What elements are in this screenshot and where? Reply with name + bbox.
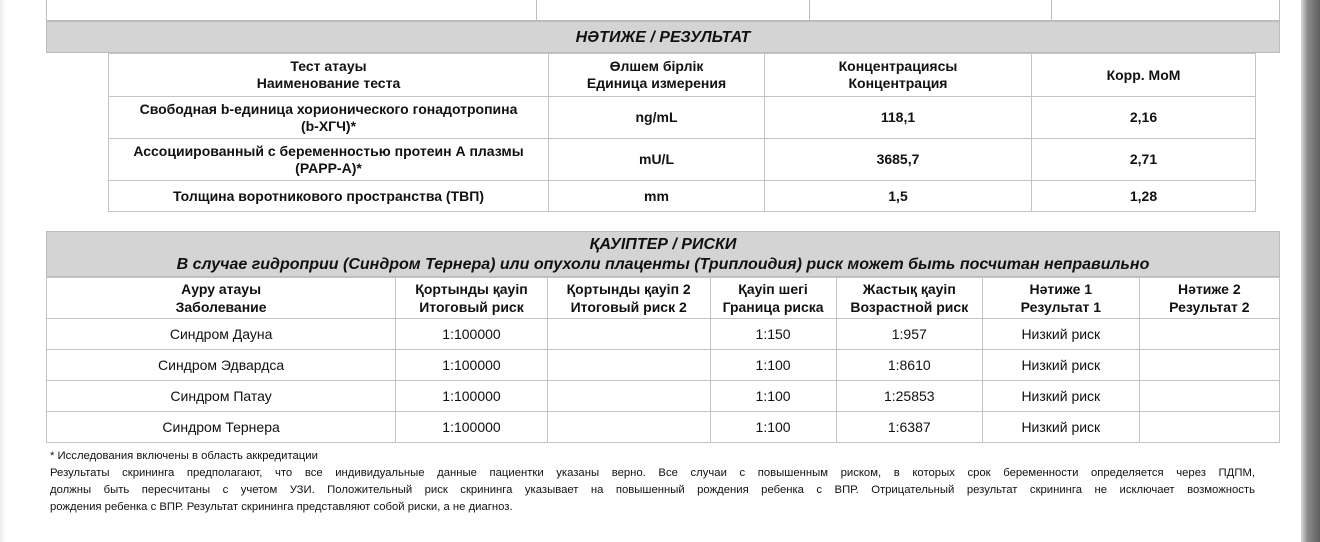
risks-table [46,277,1280,443]
header-corr-mom: Корр. МоМ [1032,54,1256,97]
disease-name: Синдром Патау [47,381,396,412]
test-name: Толщина воротникового пространства (ТВП) [109,181,549,212]
accreditation-note: * Исследования включены в область аккредитации [50,450,318,462]
header-disease: Ауру атауы Заболевание [47,278,396,319]
result-1: Низкий риск [982,381,1139,412]
concentration-value: 118,1 [765,97,1032,139]
disclaimer-line-1: Результаты скрининга предполагают, что все индивидуальные данные пациентки указаны верно. Все случаи с повышенным риском, в которых срок беременности определяется через ПДПМ, [50,467,1255,479]
result-2 [1139,350,1279,381]
age-risk: 1:957 [836,319,982,350]
header-final-risk-2: Қортынды қауіп 2 Итоговый риск 2 [547,278,710,319]
results-table [108,53,1256,212]
disease-name: Синдром Дауна [47,319,396,350]
risk-cutoff: 1:100 [710,381,836,412]
result-2 [1139,319,1279,350]
table-row [109,97,1256,139]
test-name: Ассоциированный с беременностью протеин А плазмы (PAPP-A)* [109,139,549,181]
page-shadow-left [0,0,6,542]
unit-value: ng/mL [549,97,765,139]
disclaimer-line-2: должны быть пересчитаны с учетом УЗИ. Положительный риск скрининга указывает на повышенный рождения ребенка с ВПР. Отрицательный результат скрининга не исключает возможность [50,484,1255,496]
header-test-name: Тест атауы Наименование теста [109,54,549,97]
risks-header-row [47,278,1280,319]
final-risk-2 [547,319,710,350]
risks-banner [46,231,1280,277]
risk-cutoff: 1:100 [710,350,836,381]
footer-notes [50,448,1255,516]
age-risk: 1:8610 [836,350,982,381]
final-risk: 1:100000 [396,319,548,350]
table-row [47,319,1280,350]
results-title: НӘТИЖЕ / РЕЗУЛЬТАТ [575,29,751,46]
risks-warning: В случае гидроприи (Синдром Тернера) или опухоли плаценты (Триплоидия) риск может быть посчитан неправильно [176,256,1150,273]
page-edge-right [1301,0,1320,542]
risk-cutoff: 1:100 [710,412,836,443]
result-1: Низкий риск [982,319,1139,350]
concentration-value: 1,5 [765,181,1032,212]
table-row [47,412,1280,443]
mom-value: 2,16 [1032,97,1256,139]
final-risk: 1:100000 [396,412,548,443]
age-risk: 1:6387 [836,412,982,443]
disclaimer-line-3: рождения ребенка с ВПР. Результат скрининга представляют собой риски, а не диагноз. [50,501,513,513]
result-1: Низкий риск [982,412,1139,443]
disease-name: Синдром Тернера [47,412,396,443]
header-age-risk: Жастық қауіп Возрастной риск [836,278,982,319]
test-name: Свободная b-единица хорионического гонадотропина (b-ХГЧ)* [109,97,549,139]
final-risk-2 [547,412,710,443]
mom-value: 1,28 [1032,181,1256,212]
age-risk: 1:25853 [836,381,982,412]
result-1: Низкий риск [982,350,1139,381]
final-risk: 1:100000 [396,350,548,381]
header-concentration: Концентрациясы Концентрация [765,54,1032,97]
table-row [109,181,1256,212]
header-cutoff: Қауіп шегі Граница риска [710,278,836,319]
table-row [109,139,1256,181]
final-risk: 1:100000 [396,381,548,412]
result-2 [1139,412,1279,443]
final-risk-2 [547,381,710,412]
table-row [47,350,1280,381]
final-risk-2 [547,350,710,381]
result-2 [1139,381,1279,412]
table-row [47,381,1280,412]
mom-value: 2,71 [1032,139,1256,181]
header-result-2: Нәтиже 2 Результат 2 [1139,278,1279,319]
header-final-risk: Қортынды қауіп Итоговый риск [396,278,548,319]
previous-table-stub [46,0,1280,21]
header-result-1: Нәтиже 1 Результат 1 [982,278,1139,319]
risk-cutoff: 1:150 [710,319,836,350]
unit-value: mU/L [549,139,765,181]
risks-title: ҚАУІПТЕР / РИСКИ [589,236,737,253]
results-header-row [109,54,1256,97]
concentration-value: 3685,7 [765,139,1032,181]
disease-name: Синдром Эдвардса [47,350,396,381]
unit-value: mm [549,181,765,212]
header-unit: Өлшем бірлік Единица измерения [549,54,765,97]
results-banner [46,21,1280,53]
